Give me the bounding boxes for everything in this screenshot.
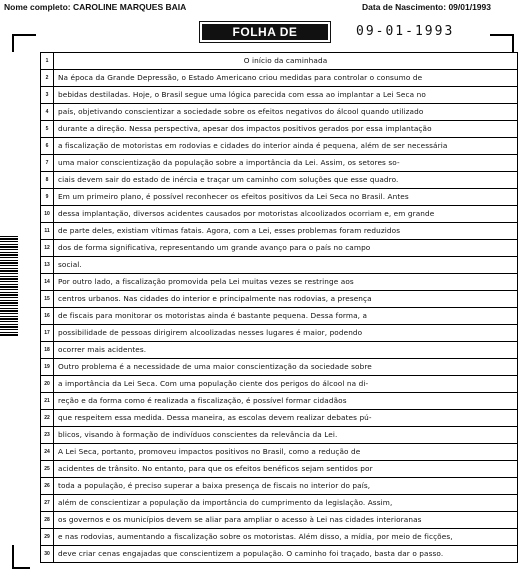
- essay-line: [41, 342, 517, 359]
- line-text: que respeitem essa medida. Dessa maneira, as escolas devem realizar debates pú-: [58, 413, 372, 422]
- registration-mark-top-left: [12, 34, 36, 52]
- line-number: 14: [41, 274, 54, 290]
- essay-line: [41, 104, 517, 121]
- line-text: A Lei Seca, portanto, promoveu impactos positivos no Brasil, como a redução de: [58, 447, 361, 456]
- line-number: 19: [41, 359, 54, 375]
- essay-line: [41, 359, 517, 376]
- line-text: Outro problema é a necessidade de uma maior conscientização da sociedade sobre: [58, 362, 372, 371]
- line-number: 7: [41, 155, 54, 171]
- birth-date: Data de Nascimento: 09/01/1993: [362, 2, 491, 12]
- line-number: 26: [41, 478, 54, 494]
- line-text: uma maior conscientização da população sobre a importância da Lei. Assim, os setores so-: [58, 158, 400, 167]
- line-text: ciais devem sair do estado de inércia e traçar um caminho com soluções que esse quadro.: [58, 175, 399, 184]
- essay-line: [41, 257, 517, 274]
- line-number: 25: [41, 461, 54, 477]
- handwritten-date: 09-01-1993: [356, 24, 455, 39]
- essay-line: [41, 206, 517, 223]
- essay-line: [41, 223, 517, 240]
- essay-line: [41, 427, 517, 444]
- line-number: 13: [41, 257, 54, 273]
- essay-line: [41, 444, 517, 461]
- line-text: social.: [58, 260, 82, 269]
- line-number: 10: [41, 206, 54, 222]
- essay-line: [41, 325, 517, 342]
- line-text: Na época da Grande Depressão, o Estado Americano criou medidas para controlar o consumo de: [58, 73, 423, 82]
- essay-line: [41, 121, 517, 138]
- line-text: toda a população, é preciso superar a baixa presença de fiscais no interior do país,: [58, 481, 371, 490]
- line-text: deve criar cenas engajadas que conscientizem a população. O caminho foi traçado, basta dar o passo.: [58, 549, 444, 558]
- line-number: 2: [41, 70, 54, 86]
- line-text: país, objetivando conscientizar a sociedade sobre os efeitos negativos do álcool quando utilizado: [58, 107, 424, 116]
- line-text: dos de forma significativa, representando um grande avanço para o país no campo: [58, 243, 371, 252]
- line-text: O início da caminhada: [243, 56, 328, 65]
- essay-line: [41, 308, 517, 325]
- line-number: 28: [41, 512, 54, 528]
- line-number: 3: [41, 87, 54, 103]
- line-text: acidentes de trânsito. No entanto, para que os efeitos benéficos sejam sentidos por: [58, 464, 373, 473]
- line-number: 16: [41, 308, 54, 324]
- essay-line: [41, 138, 517, 155]
- essay-line: [41, 172, 517, 189]
- essay-line: [41, 70, 517, 87]
- line-text: bebidas destiladas. Hoje, o Brasil segue uma lógica parecida com essa ao implantar a Lei Seca no: [58, 90, 426, 99]
- essay-line: [41, 393, 517, 410]
- line-number: 18: [41, 342, 54, 358]
- line-number: 9: [41, 189, 54, 205]
- essay-line: [41, 495, 517, 512]
- registration-mark-bottom-left: [12, 545, 30, 569]
- form-title: FOLHA DE REDAÇÃO: [202, 24, 328, 40]
- essay-line: [41, 461, 517, 478]
- line-number: 11: [41, 223, 54, 239]
- line-text: blicos, visando à formação de indivíduos conscientes da relevância da Lei.: [58, 430, 338, 439]
- candidate-name: Nome completo: CAROLINE MARQUES BAIA: [4, 2, 187, 12]
- line-number: 17: [41, 325, 54, 341]
- line-text: reção e da forma como é realizada a fiscalização, é possível formar cidadãos: [58, 396, 347, 405]
- line-text: e nas rodovias, aumentando a fiscalização sobre os motoristas. Além disso, a mídia, por meio de ficções,: [58, 532, 453, 541]
- line-text: dessa implantação, diversos acidentes causados por motoristas alcoolizados ocorriam e, em grande: [58, 209, 435, 218]
- line-number: 24: [41, 444, 54, 460]
- line-number: 12: [41, 240, 54, 256]
- essay-line: [41, 274, 517, 291]
- line-number: 21: [41, 393, 54, 409]
- line-number: 8: [41, 172, 54, 188]
- essay-line: [41, 291, 517, 308]
- line-number: 20: [41, 376, 54, 392]
- barcode: [0, 236, 18, 336]
- essay-line: [41, 529, 517, 546]
- registration-mark-top-right: [490, 34, 514, 52]
- line-text: ocorrer mais acidentes.: [58, 345, 147, 354]
- line-text: durante a direção. Nessa perspectiva, apesar dos impactos positivos gerados por essa implantação: [58, 124, 432, 133]
- essay-line: [41, 53, 517, 70]
- line-number: 15: [41, 291, 54, 307]
- line-text: de fiscais para monitorar os motoristas ainda é bastante pequena. Dessa forma, a: [58, 311, 368, 320]
- essay-line: [41, 512, 517, 529]
- essay-line: [41, 240, 517, 257]
- line-text: além de conscientizar a população da importância do cumprimento da legislação. Assim,: [58, 498, 393, 507]
- line-number: 29: [41, 529, 54, 545]
- line-text: a importância da Lei Seca. Com uma população ciente dos perigos do álcool na di-: [58, 379, 369, 388]
- line-text: Por outro lado, a fiscalização promovida pela Lei muitas vezes se restringe aos: [58, 277, 354, 286]
- line-number: 22: [41, 410, 54, 426]
- essay-line: [41, 155, 517, 172]
- line-number: 27: [41, 495, 54, 511]
- essay-line: [41, 478, 517, 495]
- line-text: centros urbanos. Nas cidades do interior e principalmente nas rodovias, a presença: [58, 294, 372, 303]
- essay-line: [41, 410, 517, 427]
- line-number: 30: [41, 546, 54, 562]
- essay-line: [41, 87, 517, 104]
- line-number: 4: [41, 104, 54, 120]
- line-number: 5: [41, 121, 54, 137]
- line-text: a fiscalização de motoristas em rodovias e cidades do interior ainda é pequena, além de ser necessária: [58, 141, 448, 150]
- line-text: possibilidade de pessoas dirigirem alcoolizadas nesses lugares é maior, podendo: [58, 328, 363, 337]
- line-text: de parte deles, existiam vítimas fatais. Agora, com a Lei, esses problemas foram reduzidos: [58, 226, 401, 235]
- essay-line: [41, 546, 517, 563]
- line-number: 1: [41, 53, 54, 69]
- essay-lines-grid: [40, 52, 518, 563]
- line-number: 6: [41, 138, 54, 154]
- essay-line: [41, 376, 517, 393]
- line-number: 23: [41, 427, 54, 443]
- essay-line: [41, 189, 517, 206]
- line-text: Em um primeiro plano, é possível reconhecer os efeitos positivos da Lei Seca no Brasil. Antes: [58, 192, 409, 201]
- line-text: os governos e os municípios devem se aliar para ampliar o acesso à Lei nas cidades interioranas: [58, 515, 422, 524]
